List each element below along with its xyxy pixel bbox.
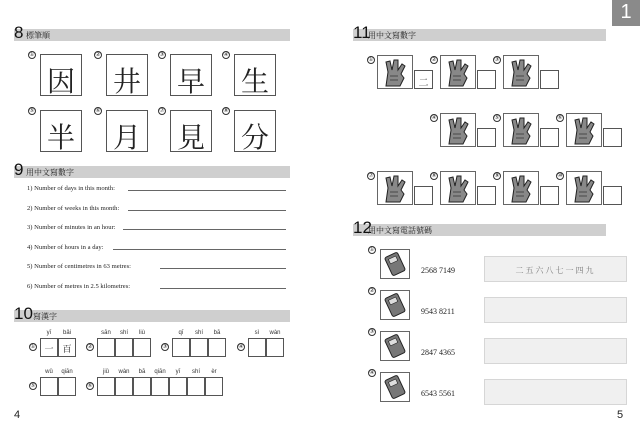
character-box [234,54,276,96]
writing-box[interactable] [58,377,76,396]
item-number: ⑤ [30,383,36,389]
character: 早 [176,65,205,98]
character-box [40,54,82,96]
answer-line[interactable] [128,210,286,211]
question-text: 1) Number of days in this month: [27,185,115,192]
answer-line[interactable] [113,249,286,250]
section-9-header [14,160,290,179]
item-number: ① [368,57,374,63]
answer-box[interactable] [484,338,627,364]
item-number: ⑧ [431,173,437,179]
section-number: 10 [14,304,33,323]
pinyin: sì [254,330,260,336]
pinyin: yī [175,369,181,375]
answer-box[interactable] [603,186,622,205]
character: 生 [240,65,269,98]
character-box [40,110,82,152]
character-box [170,110,212,152]
item-number: ⑩ [557,173,563,179]
writing-box[interactable] [187,377,205,396]
hand-gesture-image [503,55,539,89]
answer-box[interactable] [540,128,559,147]
pinyin: wàn [118,369,130,375]
writing-box[interactable] [115,377,133,396]
writing-box[interactable] [115,338,133,357]
pinyin: èr [211,369,217,375]
writing-box[interactable] [266,338,284,357]
character-box [170,54,212,96]
hand-gesture-image [566,171,602,205]
section-number: 12 [353,218,372,237]
writing-box[interactable] [151,377,169,396]
phone-image [380,331,410,361]
item-number: ② [369,288,375,294]
item-number: ③ [494,57,500,63]
section-number: 11 [353,23,371,42]
answer-box[interactable] [414,186,433,205]
hand-gesture-image [440,113,476,147]
pinyin: yī [46,330,52,336]
hand-gesture-image [566,113,602,147]
section-title: 用中文寫數字 [368,31,416,40]
character: 因 [46,65,75,98]
hand-gesture-image [440,55,476,89]
phone-number: 6543 5561 [421,389,455,398]
phone-number: 2568 7149 [421,266,455,275]
character-box [106,54,148,96]
item-number: ⑥ [557,115,563,121]
item-number: ④ [369,370,375,376]
phone-number: 9543 8211 [421,307,455,316]
writing-box[interactable] [190,338,208,357]
pinyin: qiān [61,369,73,375]
pinyin: shí [119,330,128,336]
hand-gesture-image [503,171,539,205]
answer-box[interactable] [484,379,627,405]
question-text: 4) Number of hours in a day: [27,243,104,251]
item-number: ① [30,344,36,350]
item-number: ⑨ [494,173,500,179]
hand-gesture-image [440,171,476,205]
question-text: 2) Number of weeks in this month: [27,204,120,212]
item-number: ④ [223,52,229,58]
pinyin: liù [138,330,145,336]
answer-line[interactable] [123,229,286,230]
item-number: ② [431,57,437,63]
written-character: 百 [62,345,72,355]
item-number: ⑥ [87,383,93,389]
writing-box[interactable] [205,377,223,396]
answer-line[interactable] [160,288,286,289]
writing-box[interactable] [133,377,151,396]
written-answer: 二五六八七一四九 [515,266,596,275]
character: 月 [112,121,141,154]
answer-box[interactable] [540,186,559,205]
character: 井 [112,65,141,98]
pinyin: bā [213,330,221,336]
pinyin: sān [101,330,111,336]
answer-box[interactable] [477,128,496,147]
character: 見 [176,121,205,154]
section-title: 寫漢字 [33,312,57,321]
character-box [234,110,276,152]
writing-box[interactable] [169,377,187,396]
answer-box[interactable] [484,256,627,282]
page-number-left: 4 [14,409,21,421]
pinyin: shí [191,369,200,375]
writing-box[interactable] [133,338,151,357]
pinyin: bā [138,369,146,375]
character-box [106,110,148,152]
pinyin: shí [194,330,203,336]
question-text: 5) Number of centimetres in 63 metres: [27,263,132,270]
item-number: ⑧ [223,108,229,114]
writing-box[interactable] [208,338,226,357]
section-8-header [14,23,290,42]
section-title: 標筆順 [26,31,50,40]
item-number: ⑦ [159,108,165,114]
phone-image [380,372,410,402]
item-number: ① [369,247,375,253]
section-title: 用中文寫數字 [26,168,74,177]
section-title: 用中文寫電話號碼 [368,226,432,235]
item-number: ③ [159,52,165,58]
writing-box[interactable] [97,338,115,357]
section-number: 9 [14,160,24,179]
item-number: ④ [238,344,244,350]
question-text: 6) Number of metres in 2.5 kilometres: [27,282,131,290]
hand-gesture-image [503,113,539,147]
corner-tab-number: 1 [620,1,632,23]
hand-gesture-image [377,171,413,205]
item-number: ② [87,344,93,350]
pinyin: qiān [154,369,166,375]
answer-box[interactable] [414,70,433,89]
answer-box[interactable] [603,128,622,147]
pinyin: wàn [269,330,281,336]
pinyin: jiǔ [102,369,109,375]
section-12-header [353,218,606,237]
character: 半 [46,121,75,154]
writing-box[interactable] [172,338,190,357]
item-number: ③ [369,329,375,335]
answer-box[interactable] [540,70,559,89]
pinyin: wǔ [45,369,53,375]
written-character: 一 [44,345,54,355]
answer-box[interactable] [484,297,627,323]
character: 分 [240,121,269,154]
pinyin: qī [178,330,184,336]
page-number-right: 5 [617,409,624,421]
section-11-header [353,23,606,42]
answer-box[interactable] [477,70,496,89]
section-10-header [14,304,290,323]
item-number: ④ [431,115,437,121]
answer-line[interactable] [128,190,286,191]
item-number: ② [95,52,101,58]
item-number: ⑤ [494,115,500,121]
phone-image [380,249,410,279]
item-number: ⑤ [29,108,35,114]
pinyin: bǎi [62,330,71,336]
phone-image [380,290,410,320]
item-number: ③ [162,344,168,350]
item-number: ⑦ [368,173,374,179]
question-text: 3) Number of minutes in an hour: [27,224,116,231]
hand-gesture-image [377,55,413,89]
item-number: ⑥ [95,108,101,114]
answer-box[interactable] [477,186,496,205]
writing-box[interactable] [40,377,58,396]
phone-number: 2847 4365 [421,348,455,357]
section-number: 8 [14,23,24,42]
corner-tab [612,0,640,26]
writing-box[interactable] [248,338,266,357]
writing-box[interactable] [97,377,115,396]
written-answer: 二 [418,78,429,89]
item-number: ① [29,52,35,58]
answer-line[interactable] [160,268,286,269]
